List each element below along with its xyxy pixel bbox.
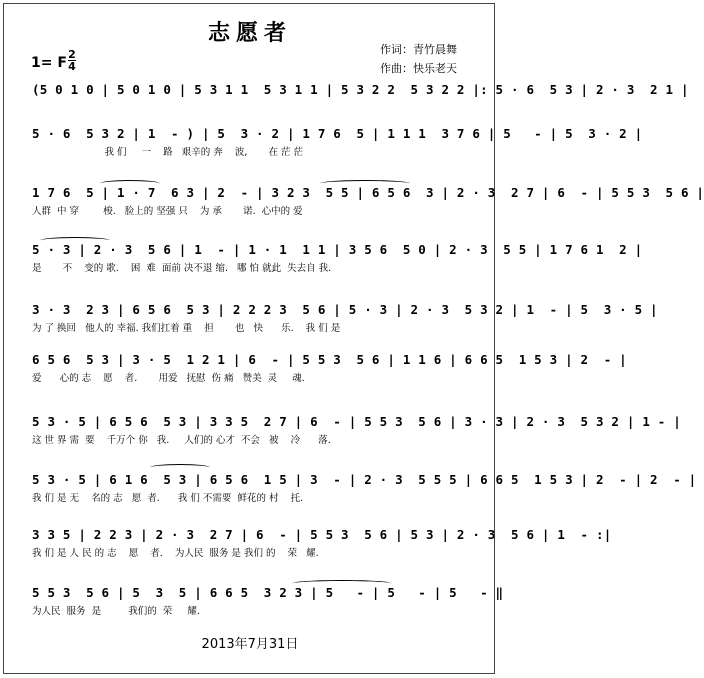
lyrics-line: 我 们 是 人 民 的 志 愿 者. 为人民 服务 是 我们 的 荣 耀. xyxy=(32,548,319,559)
notes-line: 6 5 6 5 3 | 3 · 5 1 2 1 | 6 - | 5 5 3 5 6 | 1 1 6 | 6 6 5 1 5 3 | 2 - | xyxy=(32,352,627,367)
notes-line: 3 3 5 | 2 2 3 | 2 · 3 2 7 | 6 - | 5 5 3 5 6 | 5 3 | 2 · 3 5 6 | 1 - :| xyxy=(32,527,612,542)
lyrics-line: 爱 心的 志 愿 者. 用爱 抚慰 伤 痛 赞美 灵 魂. xyxy=(32,373,305,384)
lyricist-credit: 作词：青竹晨舞 xyxy=(380,43,457,56)
time-signature-bottom: 4 xyxy=(68,60,76,73)
slur xyxy=(40,237,110,244)
lyrics-line: 人群 中 穿 梭. 脸上的 坚强 只 为 承 诺. 心中的 爱 xyxy=(32,206,303,217)
lyrics-line: 为人民 服务 是 我们的 荣 耀. xyxy=(32,606,200,617)
time-signature xyxy=(68,49,76,72)
notes-line: (5 0 1 0 | 5 0 1 0 | 5 3 1 1 5 3 1 1 | 5 3 2 2 5 3 2 2 |: 5 · 6 5 3 | 2 · 3 2 1 | xyxy=(32,82,689,97)
notes-line: 5 3 · 5 | 6 5 6 5 3 | 3 3 5 2 7 | 6 - | 5 5 3 5 6 | 3 · 3 | 2 · 3 5 3 2 | 1 - | xyxy=(32,414,681,429)
notes-line: 5 · 3 | 2 · 3 5 6 | 1 - | 1 · 1 1 1 | 3 5 6 5 0 | 2 · 3 5 5 | 1 7 6 1 2 | xyxy=(32,242,643,257)
notes-line: 5 3 · 5 | 6 1 6 5 3 | 6 5 6 1 5 | 3 - | 2 · 3 5 5 5 | 6 6 5 1 5 3 | 2 - | 2 - | xyxy=(32,472,697,487)
lyrics-line: 为 了 换回 他人的 幸福. 我们扛着 重 担 也 快 乐. 我 们 是 xyxy=(32,323,341,334)
song-title: 志愿者 xyxy=(207,21,292,46)
key-signature: 1= F xyxy=(31,55,67,71)
lyrics-line: 是 不 变的 歌. 困 难 面前 决不退 缩. 哪 怕 就此 失去自 我. xyxy=(32,263,332,274)
lyrics-line xyxy=(32,102,472,116)
notes-line: 1 7 6 5 | 1 · 7 6 3 | 2 - | 3 2 3 5 5 | 6 5 6 3 | 2 · 3 2 7 | 6 - | 5 5 3 5 6 | xyxy=(32,185,704,200)
slur xyxy=(320,180,410,187)
date: 2013年7月31日 xyxy=(201,637,299,652)
slur xyxy=(292,580,392,587)
slur xyxy=(150,464,210,471)
lyrics-line: 这 世 界 需 要 千万个 你 我. 人们的 心才 不会 被 冷 落. xyxy=(32,435,331,446)
lyrics-line: 我 们 一 路 艰辛的 奔 波, 在 茫 茫 xyxy=(32,147,304,158)
time-signature-top: 2 xyxy=(68,48,76,61)
slur xyxy=(100,180,160,187)
composer-credit: 作曲：快乐老天 xyxy=(380,62,457,75)
notes-line: 5 5 3 5 6 | 5 3 5 | 6 6 5 3 2 3 | 5 - | 5 - | 5 - ‖ xyxy=(32,585,504,600)
notes-line: 3 · 3 2 3 | 6 5 6 5 3 | 2 2 2 3 5 6 | 5 · 3 | 2 · 3 5 3 2 | 1 - | 5 3 · 5 | xyxy=(32,302,658,317)
notes-line: 5 · 6 5 3 2 | 1 - ) | 5 3 · 2 | 1 7 6 5 | 1 1 1 3 7 6 | 5 - | 5 3 · 2 | xyxy=(32,126,643,141)
lyrics-line: 我 们 是 无 名的 志 愿 者. 我 们 不需要 鲜花的 村 托. xyxy=(32,493,304,504)
